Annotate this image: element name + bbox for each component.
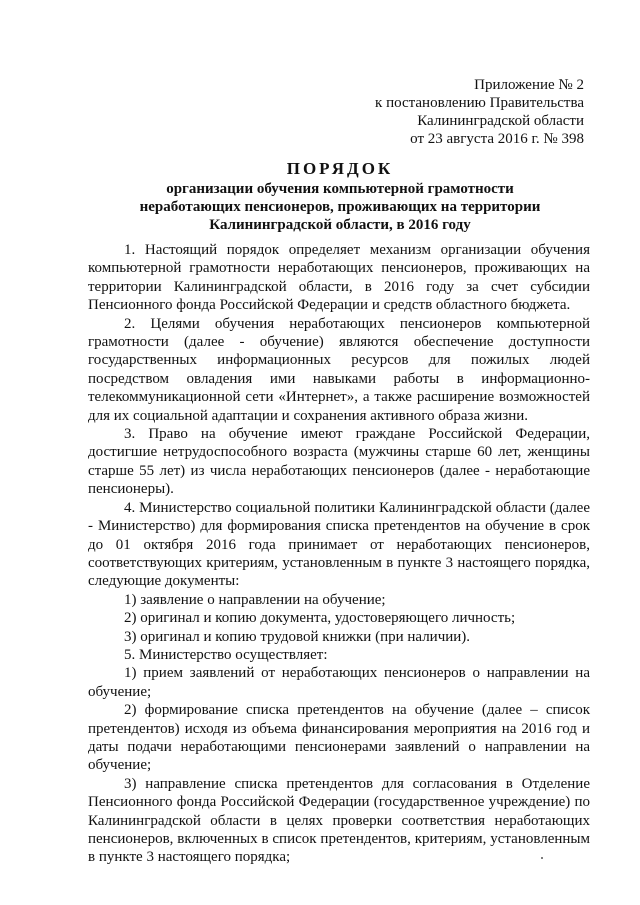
title-line-3: Калининградской области, в 2016 году xyxy=(209,217,471,233)
scan-speck xyxy=(541,857,543,859)
appendix-number: Приложение № 2 xyxy=(474,77,584,93)
paragraph-5: 5. Министерство осуществляет: xyxy=(124,646,328,663)
appendix-region: Калининградской области xyxy=(417,113,584,129)
title-line-1: организации обучения компьютерной грамотности xyxy=(166,181,514,197)
paragraph-1: 1. Настоящий порядок определяет механизм организации обучения компьютерной грамотности неработающих пенсионеров, проживающих на территории Калининградской области, в 2016 году за счет субсидии Пенсионного фонда Российской Федерации и средств областного бюджета. xyxy=(88,242,590,314)
document-body xyxy=(88,241,590,867)
paragraph-5-item-3: 3) направление списка претендентов для согласования в Отделение Пенсионного фонда Российской Федерации (государственное учреждение) по Калининградской области в целях проверки соответствия неработающих пенсионеров, включенных в список претендентов, критериям, установленным в пункте 3 настоящего порядка; xyxy=(88,775,590,866)
appendix-header xyxy=(344,76,584,148)
document-title xyxy=(90,158,590,234)
title-line-2: неработающих пенсионеров, проживающих на территории xyxy=(139,199,541,215)
paragraph-3: 3. Право на обучение имеют граждане Российской Федерации, достигшие нетрудоспособного возраста (мужчины старше 60 лет, женщины старше 55 лет) из числа неработающих пенсионеров (далее - неработающие пенсионеры). xyxy=(88,426,590,498)
title-main: ПОРЯДОК xyxy=(286,159,394,178)
paragraph-5-item-2: 2) формирование списка претендентов на обучение (далее – список претендентов) исходя из объема финансирования мероприятия на 2016 год и даты подачи неработающими пенсионерами заявлений о направлении на обучение; xyxy=(88,702,590,774)
appendix-date: от 23 августа 2016 г. № 398 xyxy=(410,131,584,147)
paragraph-4-item-1: 1) заявление о направлении на обучение; xyxy=(124,591,386,608)
paragraph-4: 4. Министерство социальной политики Калининградской области (далее - Министерство) для формирования списка претендентов на обучение в срок до 01 октября 2016 года принимает от неработающих пенсионеров, соответствующих критериям, установленным в пункте 3 настоящего порядка, следующие документы: xyxy=(88,499,590,590)
paragraph-2: 2. Целями обучения неработающих пенсионеров компьютерной грамотности (далее - обучение) являются обеспечение доступности государственных информационных ресурсов для пожилых людей посредством овладения ими навыками работы в информационно-телекоммуникационной сети «Интернет», а также расширение возможностей для их социальной адаптации и сохранения активного образа жизни. xyxy=(88,315,590,424)
paragraph-5-item-1: 1) прием заявлений от неработающих пенсионеров о направлении на обучение; xyxy=(88,665,590,700)
appendix-reference: к постановлению Правительства xyxy=(375,95,584,111)
paragraph-4-item-3: 3) оригинал и копию трудовой книжки (при наличии). xyxy=(124,628,471,645)
paragraph-4-item-2: 2) оригинал и копию документа, удостоверяющего личность; xyxy=(124,610,516,627)
